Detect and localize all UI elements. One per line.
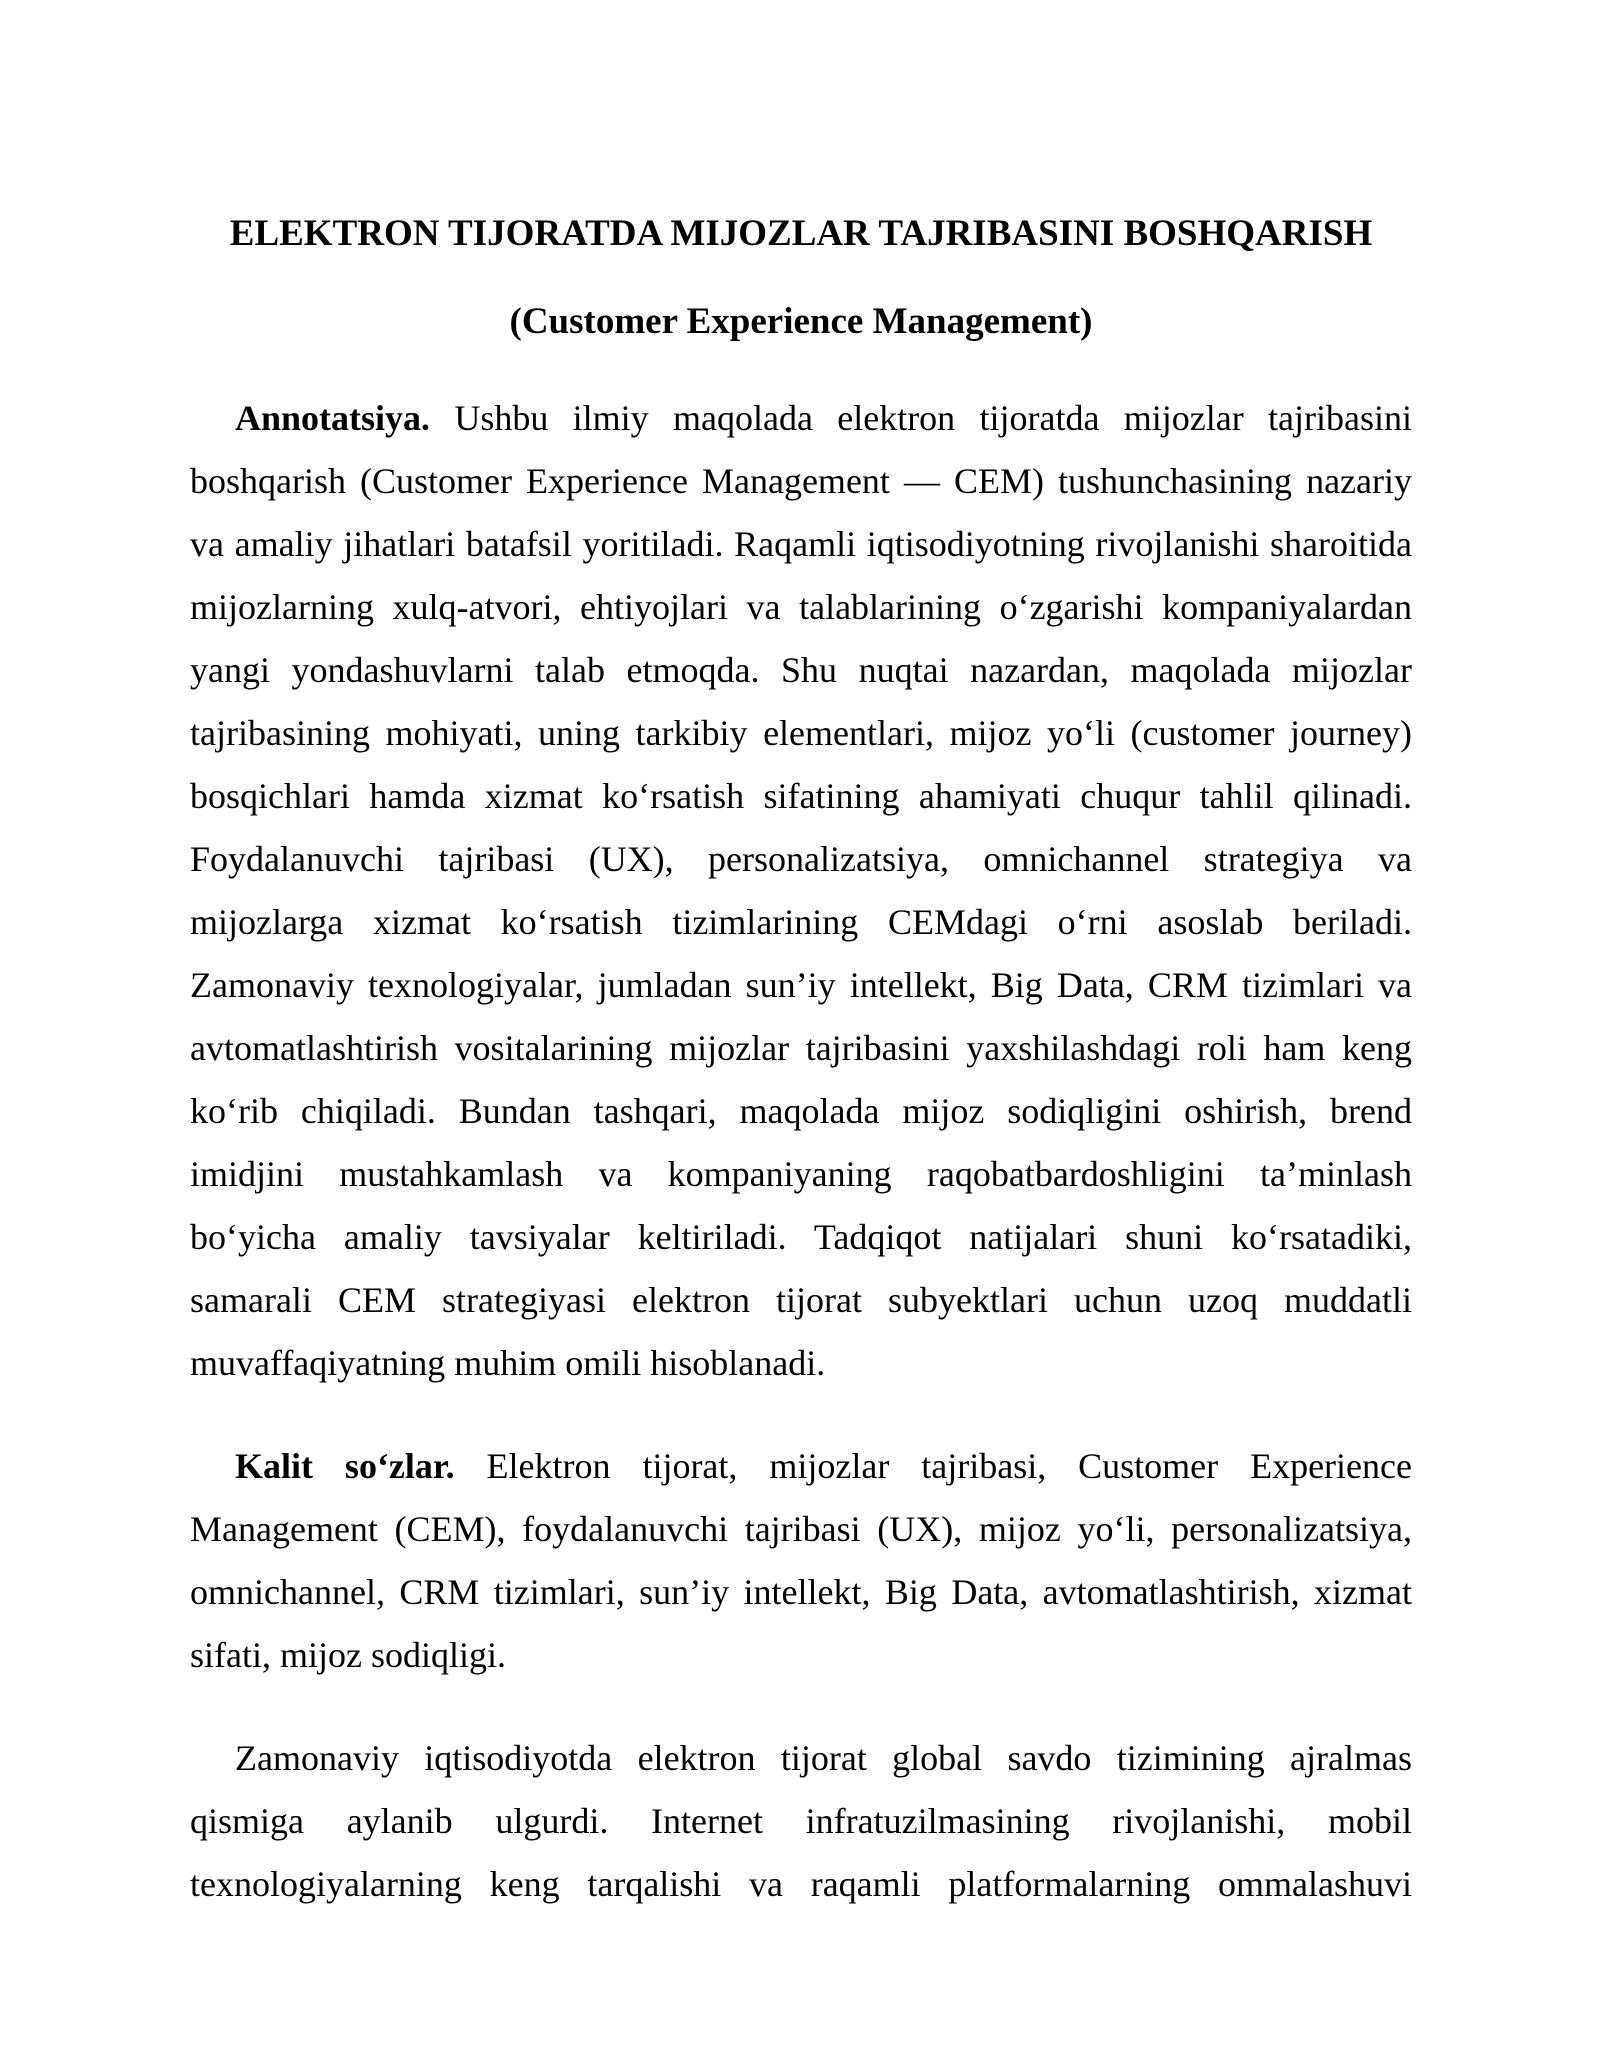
text-line: mijozlarga xizmat koʻrsatish tizimlarining CEMdagi oʻrni asoslab beriladi. [190, 901, 1412, 942]
text-line: koʻrib chiqiladi. Bundan tashqari, maqolada mijoz sodiqligini oshirish, brend [190, 1090, 1412, 1131]
text-line: Management (CEM), foydalanuvchi tajribasi (UX), mijoz yoʻli, personalizatsiya, [190, 1508, 1412, 1549]
text-line: boshqarish (Customer Experience Management — CEM) tushunchasining nazariy [190, 460, 1412, 501]
paragraph-lead: Annotatsiya. [235, 397, 431, 438]
text-line: texnologiyalarning keng tarqalishi va raqamli platformalarning ommalashuvi [190, 1863, 1412, 1904]
text-line: yangi yondashuvlarni talab etmoqda. Shu nuqtai nazardan, maqolada mijozlar [190, 649, 1412, 690]
text-line: tajribasining mohiyati, uning tarkibiy elementlari, mijoz yoʻli (customer journey) [190, 712, 1412, 753]
text-line: va amaliy jihatlari batafsil yoritiladi. Raqamli iqtisodiyotning rivojlanishi sharoitida [190, 523, 1412, 564]
document-title: ELEKTRON TIJORATDA MIJOZLAR TAJRIBASINI BOSHQARISH [229, 212, 1373, 254]
text-line: Foydalanuvchi tajribasi (UX), personalizatsiya, omnichannel strategiya va [190, 838, 1412, 879]
text-line: imidjini mustahkamlash va kompaniyaning raqobatbardoshligini ta’minlash [190, 1153, 1412, 1194]
text-line: bosqichlari hamda xizmat koʻrsatish sifatining ahamiyati chuqur tahlil qilinadi. [190, 775, 1412, 816]
text-line: muvaffaqiyatning muhim omili hisoblanadi. [190, 1342, 826, 1383]
text-line: mijozlarning xulq-atvori, ehtiyojlari va talablarining oʻzgarishi kompaniyalardan [190, 586, 1412, 627]
paragraph-2 [190, 1435, 1412, 1687]
text-line: Kalit soʻzlar. Elektron tijorat, mijozlar tajribasi, Customer Experience [235, 1445, 1412, 1486]
paragraphs [190, 387, 1412, 1916]
text-line: samarali CEM strategiyasi elektron tijorat subyektlari uchun uzoq muddatli [190, 1279, 1412, 1320]
text-line: Annotatsiya. Ushbu ilmiy maqolada elektron tijoratda mijozlar tajribasini [235, 397, 1412, 438]
paragraph-1 [190, 387, 1412, 1395]
text-line: Zamonaviy iqtisodiyotda elektron tijorat global savdo tizimining ajralmas [235, 1737, 1412, 1778]
document-subtitle: (Customer Experience Management) [509, 300, 1093, 342]
paragraph-3 [190, 1727, 1412, 1916]
text-line: boʻyicha amaliy tavsiyalar keltiriladi. Tadqiqot natijalari shuni koʻrsatadiki, [190, 1216, 1412, 1257]
paragraph-lead: Kalit soʻzlar. [235, 1445, 455, 1486]
text-line: sifati, mijoz sodiqligi. [190, 1634, 506, 1675]
text-line: omnichannel, CRM tizimlari, sun’iy intellekt, Big Data, avtomatlashtirish, xizmat [190, 1571, 1412, 1612]
text-line: qismiga aylanib ulgurdi. Internet infratuzilmasining rivojlanishi, mobil [190, 1800, 1412, 1841]
text-line: Zamonaviy texnologiyalar, jumladan sun’iy intellekt, Big Data, CRM tizimlari va [190, 964, 1412, 1005]
text-line: avtomatlashtirish vositalarining mijozlar tajribasini yaxshilashdagi roli ham keng [190, 1027, 1412, 1068]
